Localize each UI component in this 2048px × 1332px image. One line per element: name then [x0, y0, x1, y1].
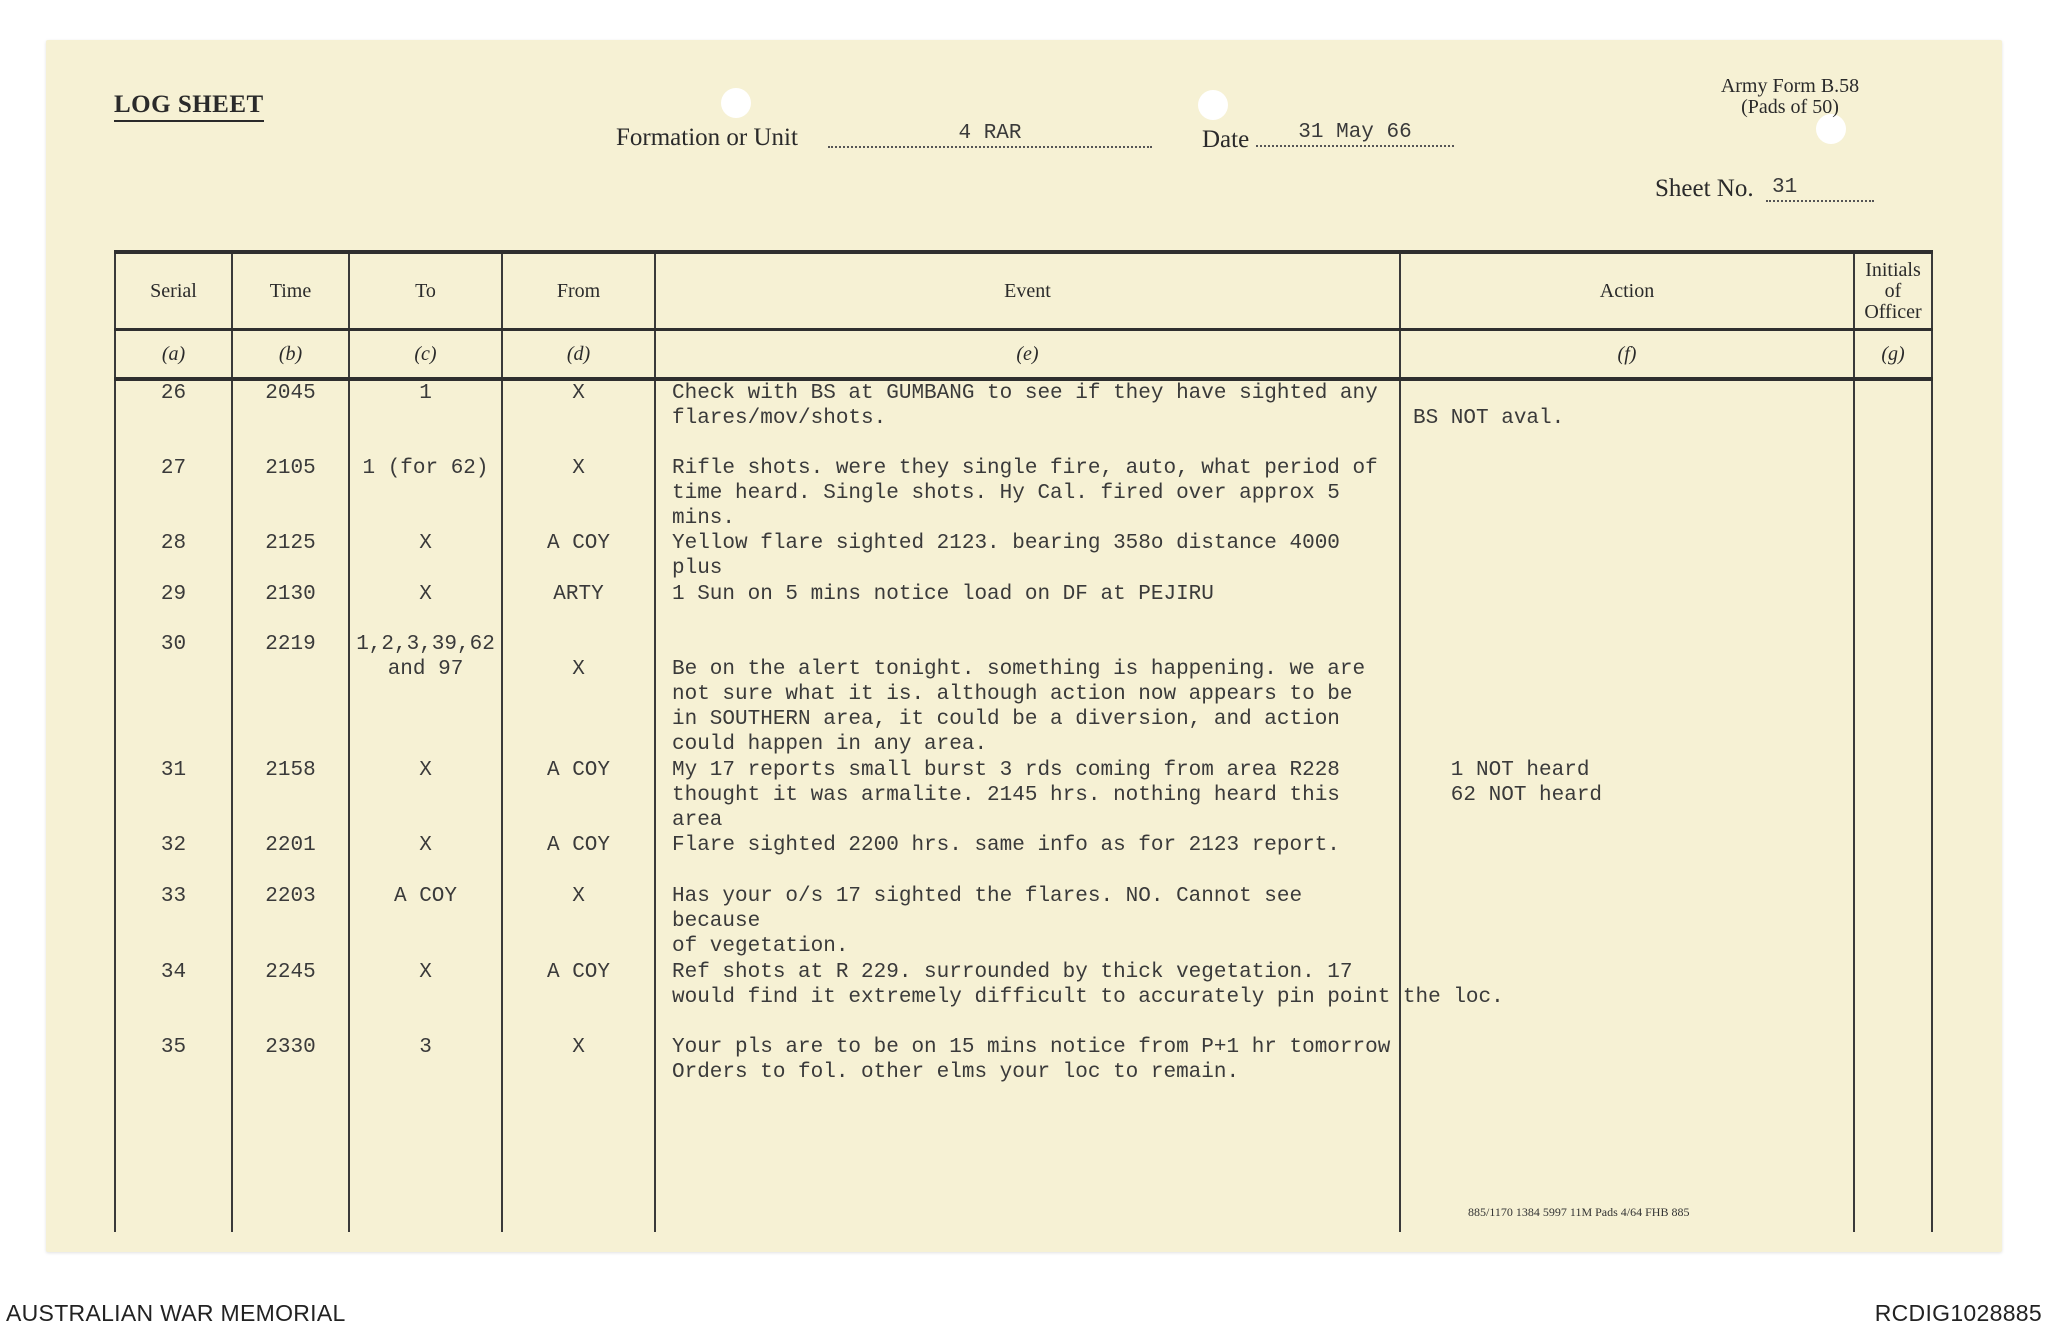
action-cell	[1400, 531, 1854, 582]
serial-cell: 34	[115, 960, 232, 1035]
log-table	[114, 250, 1933, 1232]
time-cell: 2158	[232, 758, 349, 833]
event-cell: Be on the alert tonight. something is happening. we are not sure what it is. although action now appears to be in SOUTHERN area, it could be a diversion, and action could happen in any area.	[655, 632, 1400, 758]
footer-source: AUSTRALIAN WAR MEMORIAL	[6, 1300, 346, 1326]
table-row	[115, 884, 1932, 960]
event-cell: 1 Sun on 5 mins notice load on DF at PEJIRU	[655, 582, 1400, 632]
formation-value: 4 RAR	[828, 122, 1152, 148]
serial-cell: 33	[115, 884, 232, 960]
table-row	[115, 1035, 1932, 1110]
from-cell: X	[502, 379, 655, 456]
from-cell: X	[502, 456, 655, 531]
event-cell: Check with BS at GUMBANG to see if they have sighted any flares/mov/shots.	[655, 379, 1400, 456]
from-cell: X	[502, 884, 655, 960]
footer-reference: RCDIG1028885	[1874, 1300, 2042, 1326]
time-cell: 2105	[232, 456, 349, 531]
table-row	[115, 833, 1932, 884]
to-cell: X	[349, 758, 502, 833]
event-cell: Your pls are to be on 15 mins notice from P+1 hr tomorrow Orders to fol. other elms your loc to remain.	[655, 1035, 1400, 1110]
time-cell: 2201	[232, 833, 349, 884]
date-label: Date	[1202, 126, 1250, 153]
serial-cell: 26	[115, 379, 232, 456]
action-cell: 1 NOT heard 62 NOT heard	[1400, 758, 1854, 833]
action-cell	[1400, 833, 1854, 884]
to-cell: A COY	[349, 884, 502, 960]
blank-cell	[655, 1110, 1400, 1232]
event-cell: Flare sighted 2200 hrs. same info as for 2123 report.	[655, 833, 1400, 884]
column-header-event: Event	[655, 252, 1400, 330]
to-cell: 3	[349, 1035, 502, 1110]
initials-cell	[1854, 960, 1932, 1035]
time-cell: 2130	[232, 582, 349, 632]
from-cell: A COY	[502, 758, 655, 833]
column-sub-g: (g)	[1854, 330, 1932, 380]
to-cell: X	[349, 960, 502, 1035]
column-sub-e: (e)	[655, 330, 1400, 380]
column-header-time: Time	[232, 252, 349, 330]
initials-cell	[1854, 531, 1932, 582]
blank-cell	[502, 1110, 655, 1232]
serial-cell: 27	[115, 456, 232, 531]
punch-hole	[1198, 90, 1228, 120]
sheet-number-label: Sheet No.	[1655, 175, 1754, 202]
table-header-row	[115, 252, 1932, 330]
serial-cell: 32	[115, 833, 232, 884]
from-cell: X	[502, 1035, 655, 1110]
table-row	[115, 960, 1932, 1035]
column-header-initials	[1854, 252, 1932, 330]
to-cell: 1,2,3,39,62 and 97	[349, 632, 502, 758]
event-cell: Yellow flare sighted 2123. bearing 358o distance 4000 plus	[655, 531, 1400, 582]
army-form-number	[1690, 76, 1890, 118]
serial-cell: 31	[115, 758, 232, 833]
from-cell: A COY	[502, 833, 655, 884]
column-header-action: Action	[1400, 252, 1854, 330]
serial-cell: 28	[115, 531, 232, 582]
action-cell	[1400, 1035, 1854, 1110]
army-form-pads: (Pads of 50)	[1741, 96, 1839, 118]
time-cell: 2219	[232, 632, 349, 758]
from-cell: ARTY	[502, 582, 655, 632]
serial-cell: 30	[115, 632, 232, 758]
to-cell: X	[349, 833, 502, 884]
event-cell: Has your o/s 17 sighted the flares. NO. Cannot see because of vegetation.	[655, 884, 1400, 960]
action-cell	[1400, 632, 1854, 758]
from-cell: A COY	[502, 531, 655, 582]
table-subheader-row	[115, 330, 1932, 380]
blank-cell	[232, 1110, 349, 1232]
time-cell: 2125	[232, 531, 349, 582]
action-cell	[1400, 884, 1854, 960]
table-row	[115, 456, 1932, 531]
blank-cell	[1854, 1110, 1932, 1232]
initials-label-line: Initials	[1865, 258, 1921, 281]
blank-cell	[115, 1110, 232, 1232]
initials-cell	[1854, 758, 1932, 833]
column-sub-c: (c)	[349, 330, 502, 380]
initials-label-line: Officer	[1864, 300, 1922, 323]
column-sub-d: (d)	[502, 330, 655, 380]
column-header-from: From	[502, 252, 655, 330]
from-cell: A COY	[502, 960, 655, 1035]
to-cell: 1 (for 62)	[349, 456, 502, 531]
initials-cell	[1854, 884, 1932, 960]
sheet-number-value: 31	[1766, 176, 1874, 202]
to-cell: X	[349, 582, 502, 632]
table-row	[115, 582, 1932, 632]
column-header-to: To	[349, 252, 502, 330]
to-cell: X	[349, 531, 502, 582]
to-cell: 1	[349, 379, 502, 456]
column-header-serial: Serial	[115, 252, 232, 330]
serial-cell: 35	[115, 1035, 232, 1110]
initials-label-line: of	[1884, 279, 1902, 302]
table-row	[115, 758, 1932, 833]
event-cell: Rifle shots. were they single fire, auto, what period of time heard. Single shots. Hy Cal. fired over approx 5 mins.	[655, 456, 1400, 531]
table-row	[115, 379, 1932, 456]
initials-cell	[1854, 456, 1932, 531]
column-sub-f: (f)	[1400, 330, 1854, 380]
action-cell	[1400, 582, 1854, 632]
punch-hole	[1816, 114, 1846, 144]
table-row	[115, 632, 1932, 758]
time-cell: 2045	[232, 379, 349, 456]
print-code: 885/1170 1384 5997 11M Pads 4/64 FHB 885	[1468, 1205, 1690, 1219]
initials-cell	[1854, 833, 1932, 884]
serial-cell: 29	[115, 582, 232, 632]
log-sheet-title: LOG SHEET	[114, 92, 264, 122]
initials-cell	[1854, 379, 1932, 456]
column-sub-a: (a)	[115, 330, 232, 380]
time-cell: 2330	[232, 1035, 349, 1110]
column-sub-b: (b)	[232, 330, 349, 380]
date-value: 31 May 66	[1256, 121, 1454, 147]
action-cell: BS NOT aval.	[1400, 379, 1854, 456]
event-cell: My 17 reports small burst 3 rds coming from area R228 thought it was armalite. 2145 hrs. nothing heard this area	[655, 758, 1400, 833]
table-row	[115, 531, 1932, 582]
formation-label: Formation or Unit	[616, 124, 798, 151]
punch-hole	[721, 88, 751, 118]
initials-cell	[1854, 1035, 1932, 1110]
blank-cell	[349, 1110, 502, 1232]
time-cell: 2245	[232, 960, 349, 1035]
initials-cell	[1854, 632, 1932, 758]
from-cell: X	[502, 632, 655, 758]
event-cell: Ref shots at R 229. surrounded by thick vegetation. 17 would find it extremely difficult to accurately pin point the loc.	[655, 960, 1400, 1035]
time-cell: 2203	[232, 884, 349, 960]
army-form-line: Army Form B.58	[1720, 75, 1860, 97]
initials-cell	[1854, 582, 1932, 632]
action-cell	[1400, 456, 1854, 531]
